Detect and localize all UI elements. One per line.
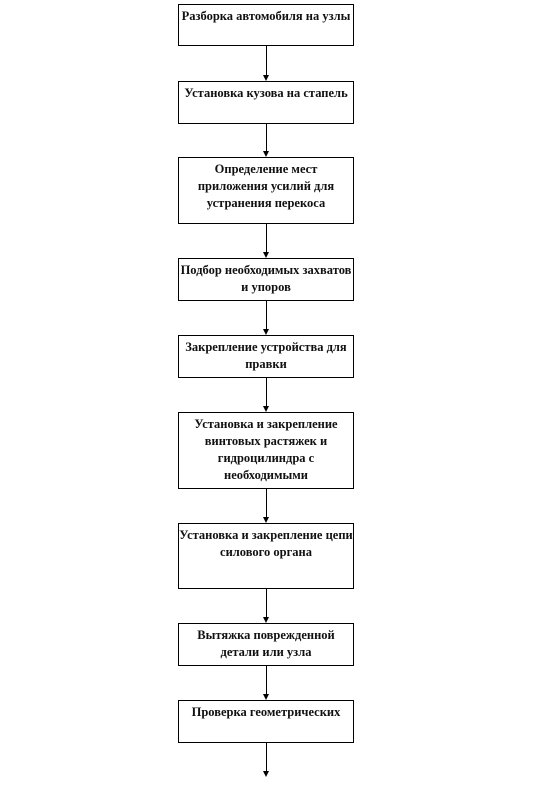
step-install-chain-label: Установка и закрепление цепи силового органа [179,528,353,559]
step-install-chain-box [178,523,354,589]
step-force-points-box [178,157,354,224]
arrow-head-icon [263,771,269,777]
step-install-tension-box [178,412,354,489]
flow-arrow-3 [263,224,270,258]
step-pull-part-box [178,623,354,666]
step-check-geometry-label: Проверка геометрических [191,705,341,719]
flow-arrow-2 [263,124,270,157]
step-fix-device-box [178,335,354,378]
step-select-clamps-box [178,258,354,301]
flow-arrow-1 [263,46,270,81]
step-fix-device-label: Закрепление устройства для правки [185,340,347,371]
step-disassembly-box [178,4,354,46]
step-disassembly-label: Разборка автомобиля на узлы [181,9,351,23]
flow-arrow-9 [263,743,270,777]
flow-arrow-6 [263,489,270,523]
flow-arrow-8 [263,666,270,700]
flow-arrow-5 [263,378,270,412]
flow-arrow-7 [263,589,270,623]
step-force-points-label: Определение мест приложения усилий для устранения перекоса [197,162,335,210]
flow-arrow-4 [263,301,270,335]
step-pull-part-label: Вытяжка поврежденной детали или узла [197,628,335,659]
step-mount-body-label: Установка кузова на стапель [184,86,348,100]
step-mount-body-box [178,81,354,124]
step-install-tension-label: Установка и закрепление винтовых растяжек и гидроцилиндра с необходимыми [194,417,338,482]
step-select-clamps-label: Подбор необходимых захватов и упоров [180,263,352,294]
step-check-geometry-box [178,700,354,743]
